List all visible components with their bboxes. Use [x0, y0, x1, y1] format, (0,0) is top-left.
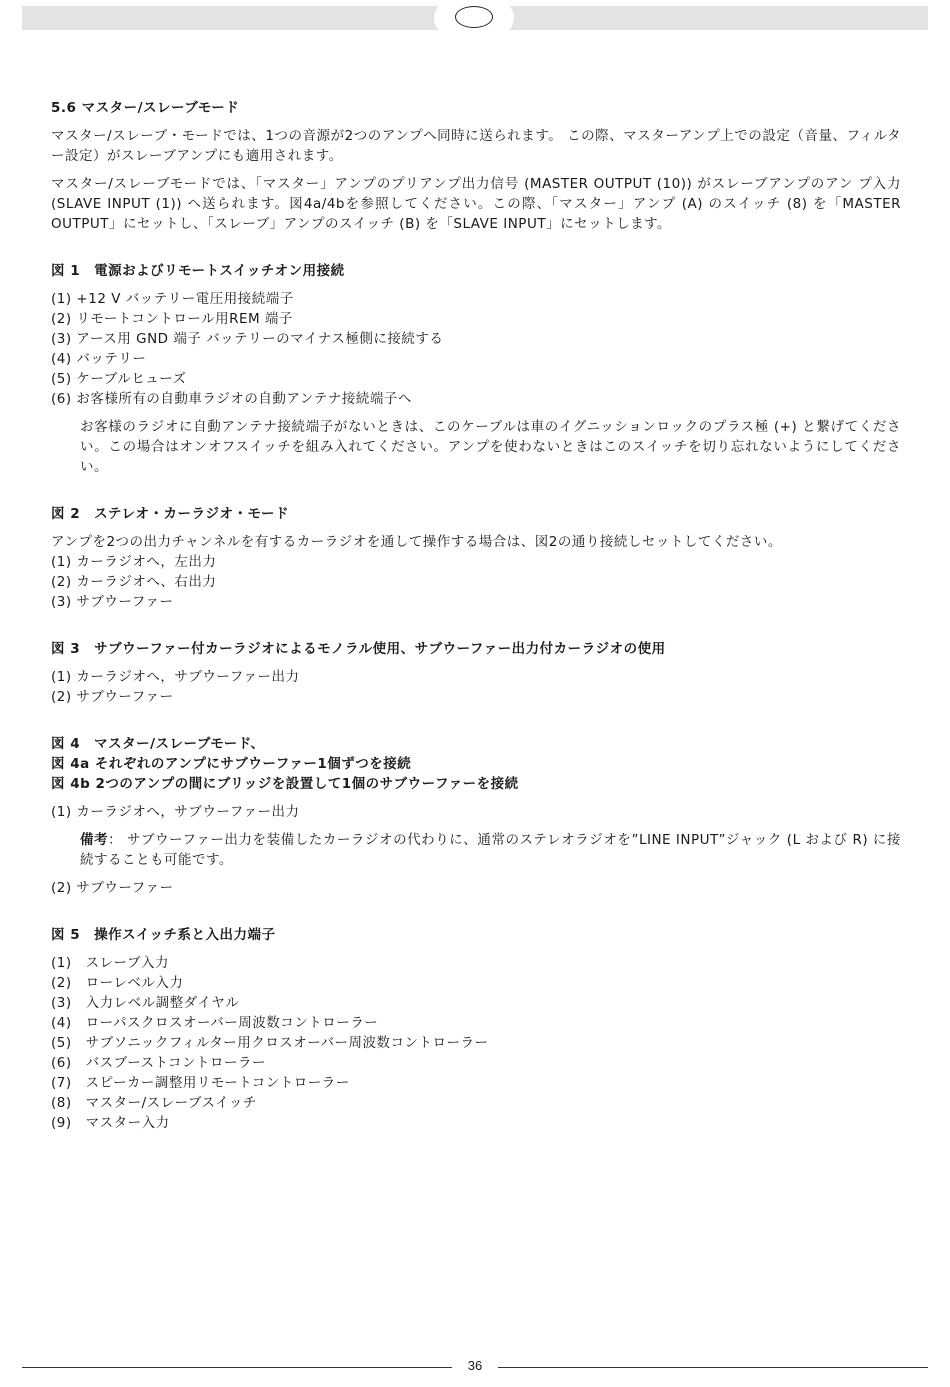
fig4-note: [80, 830, 901, 870]
section-paragraph-2: マスター/スレーブモードでは、「マスター」アンプのプリアンプ出力信号 (MASTER OUTPUT (10)) がスレーブアンプのアン プ入力 (SLAVE INPUT (1)) へ送られます。図4a/4bを参照してください。この際、「マスター」アンプ (A) のスイッチ (8) を「MASTER OUTPUT」にセットし、「スレーブ」アンプのスイッチ (B) を「SLAVE INPUT」にセットします。: [51, 176, 901, 232]
footer-rule-right: [498, 1367, 928, 1368]
fig4-item: (2) サブウーファー: [51, 880, 174, 896]
document-body: [51, 98, 901, 1133]
fig4-note-text: ： サブウーファー出力を装備したカーラジオの代わりに、通常のステレオラジオを”LINE INPUT”ジャック (L および R) に接続することも可能です。: [80, 832, 901, 868]
fig4-title-3: 図 4b 2つのアンプの間にブリッジを設置して1個のサブウーファーを接続: [51, 776, 519, 792]
fig5-item: (2) ローレベル入力: [51, 975, 184, 991]
fig5-item: (5) サブソニックフィルター用クロスオーバー周波数コントローラー: [51, 1035, 489, 1051]
fig2-title: 図 2 ステレオ・カーラジオ・モード: [51, 506, 290, 522]
language-oval-icon: [455, 6, 493, 28]
fig5-item: (9) マスター入力: [51, 1115, 170, 1131]
fig2-item: (2) カーラジオへ、右出力: [51, 574, 217, 590]
fig5-item: (6) バスブーストコントローラー: [51, 1055, 267, 1071]
fig3-item: (2) サブウーファー: [51, 689, 174, 705]
fig5-item: (4) ローパスクロスオーバー周波数コントローラー: [51, 1015, 379, 1031]
fig5-item: (3) 入力レベル調整ダイヤル: [51, 995, 240, 1011]
fig5-item: (7) スピーカー調整用リモートコントローラー: [51, 1075, 350, 1091]
fig4-title-2: 図 4a それぞれのアンプにサブウーファー1個ずつを接続: [51, 756, 412, 772]
fig1-item: (6) お客様所有の自動車ラジオの自動アンテナ接続端子へ: [51, 391, 412, 407]
fig1-item: (2) リモートコントロール用REM 端子: [51, 311, 293, 327]
fig4-item: (1) カーラジオへ，サブウーファー出力: [51, 804, 300, 820]
fig5-item: (1) スレーブ入力: [51, 955, 169, 971]
fig1-item: (4) バッテリー: [51, 351, 147, 367]
fig5-item: (8) マスター/スレーブスイッチ: [51, 1095, 257, 1111]
section-title: 5.6 マスター/スレーブモード: [51, 100, 240, 116]
fig2-item: (1) カーラジオへ，左出力: [51, 554, 217, 570]
fig3-title: 図 3 サブウーファー付カーラジオによるモノラル使用、サブウーファー出力付カーラジオの使用: [51, 641, 666, 657]
fig1-title: 図 1 電源およびリモートスイッチオン用接続: [51, 263, 345, 279]
fig2-item: (3) サブウーファー: [51, 594, 174, 610]
fig1-item: (5) ケーブルヒューズ: [51, 371, 187, 387]
fig3-item: (1) カーラジオへ，サブウーファー出力: [51, 669, 300, 685]
fig4-note-label: 備考: [80, 832, 109, 848]
fig1-item: (1) +12 V バッテリー電圧用接続端子: [51, 291, 294, 307]
section-paragraph-1: マスター/スレーブ・モードでは、1つの音源が2つのアンプへ同時に送られます。 この際、マスターアンプ上での設定（音量、フィルター設定）がスレーブアンプにも適用されます。: [51, 128, 901, 164]
fig1-note: お客様のラジオに自動アンテナ接続端子がないときは、このケーブルは車のイグニッションロックのプラス極 (+) と繋げてください。この場合はオンオフスイッチを組み入れてください。アンプを使わないときはこのスイッチを切り忘れないようにしてください。: [80, 419, 901, 475]
footer-rule-left: [22, 1367, 452, 1368]
fig5-title: 図 5 操作スイッチ系と入出力端子: [51, 927, 276, 943]
page-number: 36: [467, 1358, 483, 1373]
fig4-title-1: 図 4 マスター/スレーブモード、: [51, 736, 265, 752]
fig2-intro: アンプを2つの出力チャンネルを有するカーラジオを通して操作する場合は、図2の通り接続しセットしてください。: [51, 534, 782, 550]
fig1-item: (3) アース用 GND 端子 バッテリーのマイナス極側に接続する: [51, 331, 444, 347]
